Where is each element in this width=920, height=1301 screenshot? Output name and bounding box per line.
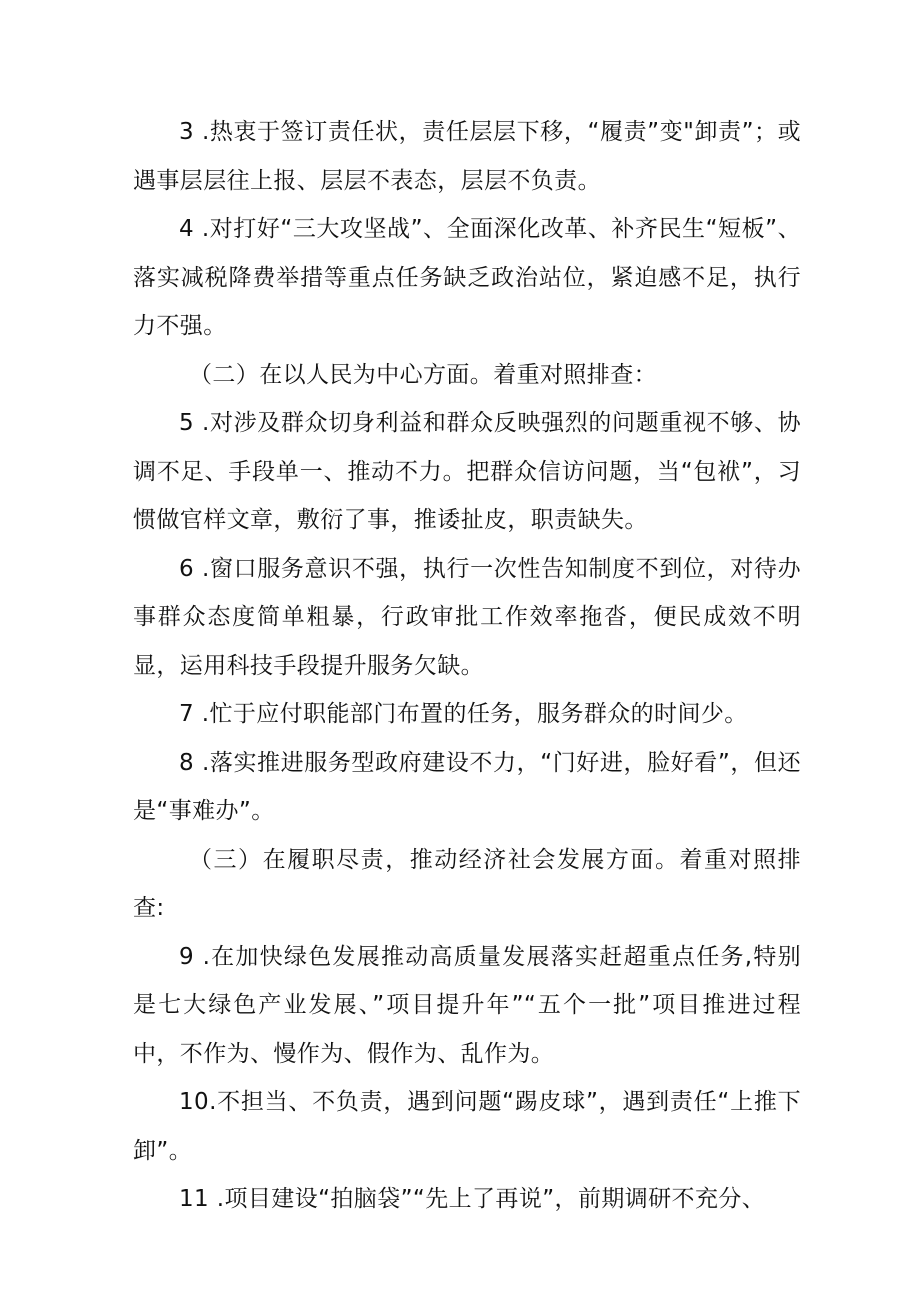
paragraph-item-8: 8 .落实推进服务型政府建设不力，“门好进，脸好看”，但还是“事难办”。 <box>133 749 801 824</box>
paragraph-item-6: 6 .窗口服务意识不强，执行一次性告知制度不到位，对待办事群众态度简单粗暴，行政审批工作效率拖沓，便民成效不明显，运用科技手段提升服务欠缺。 <box>133 555 801 679</box>
paragraph-item-3: 3 .热衷于签订责任状，责任层层下移，“履责”变"卸责”；或遇事层层往上报、层层不表态，层层不负责。 <box>133 119 801 194</box>
paragraph-item-9: 9 .在加快绿色发展推动高质量发展落实赶超重点任务,特别是七大绿色产业发展、”项目提升年”“五个一批”项目推进过程中，不作为、慢作为、假作为、乱作为。 <box>133 943 801 1067</box>
section-heading-3: （三）在履职尽责，推动经济社会发展方面。着重对照排查: <box>133 846 801 921</box>
paragraph-item-10: 10.不担当、不负责，遇到问题“踢皮球”，遇到责任“上推下卸”。 <box>133 1089 801 1164</box>
paragraph-item-5: 5 .对涉及群众切身利益和群众反映强烈的问题重视不够、协调不足、手段单一、推动不力。把群众信访问题，当“包袱”，习惯做官样文章，敷衍了事，推诿扯皮，职责缺失。 <box>133 410 801 533</box>
paragraph-item-7: 7 .忙于应付职能部门布置的任务，服务群众的时间少。 <box>179 701 748 727</box>
section-heading-2: （二）在以人民为中心方面。着重对照排查： <box>189 361 657 388</box>
document-body <box>133 108 801 1224</box>
paragraph-item-4: 4 .对打好“三大攻坚战”、全面深化改革、补齐民生“短板”、落实减税降费举措等重点任务缺乏政治站位，紧迫感不足，执行力不强。 <box>133 216 801 339</box>
paragraph-item-11: 11 .项目建设“拍脑袋”“先上了再说”，前期调研不充分、 <box>179 1186 766 1212</box>
